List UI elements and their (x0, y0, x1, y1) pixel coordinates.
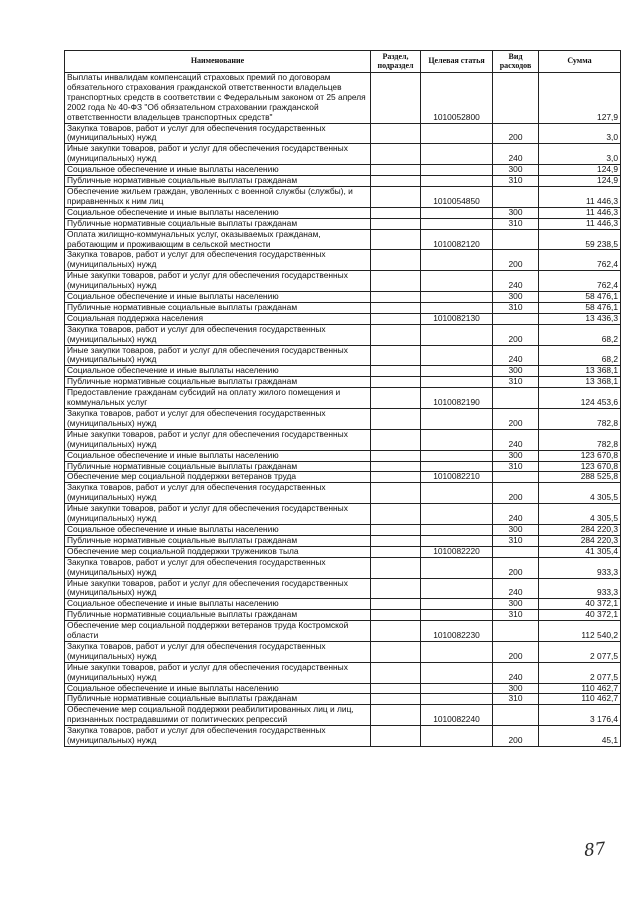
cell-name: Социальное обеспечение и иные выплаты населению (65, 292, 371, 303)
budget-table (64, 50, 621, 747)
cell-target (421, 483, 493, 504)
cell-section (371, 621, 421, 642)
cell-type: 240 (493, 504, 539, 525)
table-row (65, 705, 621, 726)
cell-target (421, 535, 493, 546)
cell-target (421, 599, 493, 610)
cell-type: 300 (493, 292, 539, 303)
table-row (65, 726, 621, 747)
table-row (65, 621, 621, 642)
cell-section (371, 546, 421, 557)
cell-section (371, 483, 421, 504)
cell-type (493, 313, 539, 324)
table-row (65, 207, 621, 218)
cell-target (421, 504, 493, 525)
cell-sum: 3 176,4 (539, 705, 621, 726)
cell-sum: 58 476,1 (539, 302, 621, 313)
table-row (65, 229, 621, 250)
cell-sum: 3,0 (539, 123, 621, 144)
cell-target (421, 610, 493, 621)
cell-section (371, 186, 421, 207)
cell-sum: 3,0 (539, 144, 621, 165)
cell-name: Социальное обеспечение и иные выплаты населению (65, 683, 371, 694)
cell-sum: 127,9 (539, 73, 621, 124)
handwritten-page-number: 87 (583, 838, 607, 862)
cell-sum: 68,2 (539, 345, 621, 366)
cell-target (421, 345, 493, 366)
table-row (65, 610, 621, 621)
cell-target (421, 271, 493, 292)
cell-type: 240 (493, 144, 539, 165)
cell-name: Социальное обеспечение и иные выплаты населению (65, 366, 371, 377)
table-row (65, 302, 621, 313)
cell-section (371, 409, 421, 430)
cell-sum: 124,9 (539, 165, 621, 176)
cell-type: 200 (493, 324, 539, 345)
cell-name: Иные закупки товаров, работ и услуг для обеспечения государственных (муниципальных) нужд (65, 144, 371, 165)
cell-section (371, 144, 421, 165)
cell-section (371, 366, 421, 377)
table-row (65, 73, 621, 124)
table-row (65, 557, 621, 578)
cell-sum: 123 670,8 (539, 461, 621, 472)
cell-target (421, 450, 493, 461)
cell-name: Предоставление гражданам субсидий на оплату жилого помещения и коммунальных услуг (65, 388, 371, 409)
cell-name: Обеспечение жильем граждан, уволенных с военной службы (службы), и приравненных к ним лиц (65, 186, 371, 207)
cell-target (421, 207, 493, 218)
cell-type: 310 (493, 610, 539, 621)
cell-type: 310 (493, 535, 539, 546)
cell-name: Закупка товаров, работ и услуг для обеспечения государственных (муниципальных) нужд (65, 641, 371, 662)
cell-name: Публичные нормативные социальные выплаты гражданам (65, 176, 371, 187)
cell-section (371, 461, 421, 472)
cell-target: 1010082130 (421, 313, 493, 324)
cell-section (371, 683, 421, 694)
cell-target (421, 662, 493, 683)
cell-target (421, 641, 493, 662)
cell-name: Социальное обеспечение и иные выплаты населению (65, 599, 371, 610)
cell-name: Публичные нормативные социальные выплаты гражданам (65, 535, 371, 546)
cell-type: 310 (493, 302, 539, 313)
cell-target: 1010082190 (421, 388, 493, 409)
cell-type: 310 (493, 377, 539, 388)
table-body (65, 73, 621, 747)
cell-name: Закупка товаров, работ и услуг для обеспечения государственных (муниципальных) нужд (65, 557, 371, 578)
header-name: Наименование (65, 51, 371, 73)
table-row (65, 186, 621, 207)
table-row (65, 250, 621, 271)
cell-target: 1010082220 (421, 546, 493, 557)
cell-target: 1010054850 (421, 186, 493, 207)
cell-type: 200 (493, 250, 539, 271)
table-row (65, 599, 621, 610)
cell-target (421, 557, 493, 578)
cell-type (493, 546, 539, 557)
cell-name: Иные закупки товаров, работ и услуг для обеспечения государственных (муниципальных) нужд (65, 578, 371, 599)
table-row (65, 461, 621, 472)
cell-name: Публичные нормативные социальные выплаты гражданам (65, 694, 371, 705)
table-row (65, 176, 621, 187)
table-row (65, 218, 621, 229)
cell-type: 310 (493, 218, 539, 229)
cell-type: 310 (493, 461, 539, 472)
cell-name: Публичные нормативные социальные выплаты гражданам (65, 218, 371, 229)
cell-sum: 762,4 (539, 271, 621, 292)
cell-sum: 112 540,2 (539, 621, 621, 642)
cell-section (371, 504, 421, 525)
table-row (65, 271, 621, 292)
cell-name: Обеспечение мер социальной поддержки ветеранов труда (65, 472, 371, 483)
cell-sum: 2 077,5 (539, 641, 621, 662)
cell-sum: 110 462,7 (539, 683, 621, 694)
cell-name: Иные закупки товаров, работ и услуг для обеспечения государственных (муниципальных) нужд (65, 345, 371, 366)
cell-section (371, 641, 421, 662)
header-sum: Сумма (539, 51, 621, 73)
header-type: Вид расходов (493, 51, 539, 73)
cell-section (371, 388, 421, 409)
cell-target (421, 694, 493, 705)
cell-type: 240 (493, 429, 539, 450)
cell-sum: 68,2 (539, 324, 621, 345)
cell-name: Закупка товаров, работ и услуг для обеспечения государственных (муниципальных) нужд (65, 409, 371, 430)
cell-section (371, 302, 421, 313)
cell-sum: 124 453,6 (539, 388, 621, 409)
cell-target (421, 144, 493, 165)
cell-type (493, 229, 539, 250)
cell-type: 240 (493, 345, 539, 366)
cell-section (371, 535, 421, 546)
cell-target: 1010082210 (421, 472, 493, 483)
cell-sum: 59 238,5 (539, 229, 621, 250)
cell-type (493, 388, 539, 409)
cell-type: 200 (493, 557, 539, 578)
cell-section (371, 377, 421, 388)
cell-name: Иные закупки товаров, работ и услуг для обеспечения государственных (муниципальных) нужд (65, 662, 371, 683)
cell-name: Иные закупки товаров, работ и услуг для обеспечения государственных (муниципальных) нужд (65, 504, 371, 525)
cell-target (421, 409, 493, 430)
cell-type: 240 (493, 578, 539, 599)
cell-sum: 41 305,4 (539, 546, 621, 557)
cell-type: 200 (493, 726, 539, 747)
cell-sum: 11 446,3 (539, 207, 621, 218)
cell-type: 300 (493, 366, 539, 377)
cell-section (371, 271, 421, 292)
cell-sum: 13 368,1 (539, 377, 621, 388)
table-row (65, 165, 621, 176)
table-row (65, 483, 621, 504)
cell-name: Обеспечение мер социальной поддержки реабилитированных лиц и лиц, признанных пострадавшими от политических репрессий (65, 705, 371, 726)
cell-type: 240 (493, 662, 539, 683)
cell-type (493, 73, 539, 124)
table-row (65, 524, 621, 535)
cell-name: Выплаты инвалидам компенсаций страховых премий по договорам обязательного страхования гражданской ответственности владельцев транспортных средств в соответствии с Федеральным законом от 25 апреля 2002 года № 40-ФЗ "Об обязательном страховании гражданской ответственности владельцев транспортных средств" (65, 73, 371, 124)
cell-name: Социальное обеспечение и иные выплаты населению (65, 207, 371, 218)
cell-name: Оплата жилищно-коммунальных услуг, оказываемых гражданам, работающим и проживающим в сельской местности (65, 229, 371, 250)
cell-sum: 58 476,1 (539, 292, 621, 303)
cell-name: Социальное обеспечение и иные выплаты населению (65, 524, 371, 535)
cell-target (421, 165, 493, 176)
cell-section (371, 694, 421, 705)
cell-section (371, 123, 421, 144)
table-row (65, 292, 621, 303)
cell-target (421, 524, 493, 535)
cell-section (371, 324, 421, 345)
cell-section (371, 662, 421, 683)
cell-sum: 284 220,3 (539, 524, 621, 535)
cell-sum: 123 670,8 (539, 450, 621, 461)
table-row (65, 388, 621, 409)
cell-sum: 124,9 (539, 176, 621, 187)
cell-section (371, 450, 421, 461)
cell-name: Обеспечение мер социальной поддержки ветеранов труда Костромской области (65, 621, 371, 642)
cell-target (421, 366, 493, 377)
cell-target (421, 377, 493, 388)
cell-type: 200 (493, 483, 539, 504)
cell-sum: 284 220,3 (539, 535, 621, 546)
cell-sum: 933,3 (539, 578, 621, 599)
cell-sum: 4 305,5 (539, 504, 621, 525)
header-section: Раздел, подраздел (371, 51, 421, 73)
cell-sum: 110 462,7 (539, 694, 621, 705)
table-row (65, 377, 621, 388)
cell-type (493, 472, 539, 483)
table-row (65, 504, 621, 525)
cell-section (371, 429, 421, 450)
cell-section (371, 292, 421, 303)
cell-target (421, 292, 493, 303)
cell-section (371, 472, 421, 483)
cell-type: 200 (493, 641, 539, 662)
cell-section (371, 610, 421, 621)
cell-type (493, 621, 539, 642)
cell-type: 300 (493, 599, 539, 610)
cell-name: Публичные нормативные социальные выплаты гражданам (65, 302, 371, 313)
cell-name: Социальное обеспечение и иные выплаты населению (65, 165, 371, 176)
cell-target (421, 429, 493, 450)
cell-name: Закупка товаров, работ и услуг для обеспечения государственных (муниципальных) нужд (65, 123, 371, 144)
cell-sum: 762,4 (539, 250, 621, 271)
cell-target: 1010082230 (421, 621, 493, 642)
cell-type (493, 186, 539, 207)
cell-sum: 2 077,5 (539, 662, 621, 683)
cell-section (371, 726, 421, 747)
cell-section (371, 345, 421, 366)
table-row (65, 324, 621, 345)
table-row (65, 472, 621, 483)
cell-name: Закупка товаров, работ и услуг для обеспечения государственных (муниципальных) нужд (65, 483, 371, 504)
cell-name: Публичные нормативные социальные выплаты гражданам (65, 461, 371, 472)
cell-type: 310 (493, 694, 539, 705)
table-row (65, 662, 621, 683)
cell-sum: 40 372,1 (539, 610, 621, 621)
cell-section (371, 207, 421, 218)
cell-sum: 4 305,5 (539, 483, 621, 504)
cell-type: 300 (493, 683, 539, 694)
cell-section (371, 557, 421, 578)
cell-section (371, 229, 421, 250)
cell-name: Публичные нормативные социальные выплаты гражданам (65, 610, 371, 621)
cell-name: Социальная поддержка населения (65, 313, 371, 324)
cell-target (421, 726, 493, 747)
table-row (65, 366, 621, 377)
cell-type: 300 (493, 207, 539, 218)
table-row (65, 641, 621, 662)
table-row (65, 345, 621, 366)
cell-section (371, 250, 421, 271)
cell-section (371, 313, 421, 324)
cell-sum: 782,8 (539, 429, 621, 450)
cell-target: 1010052800 (421, 73, 493, 124)
cell-type: 240 (493, 271, 539, 292)
cell-sum: 13 368,1 (539, 366, 621, 377)
cell-target (421, 218, 493, 229)
cell-section (371, 73, 421, 124)
table-row (65, 694, 621, 705)
cell-name: Закупка товаров, работ и услуг для обеспечения государственных (муниципальных) нужд (65, 726, 371, 747)
cell-section (371, 524, 421, 535)
table-row (65, 123, 621, 144)
cell-sum: 40 372,1 (539, 599, 621, 610)
cell-name: Закупка товаров, работ и услуг для обеспечения государственных (муниципальных) нужд (65, 250, 371, 271)
cell-name: Закупка товаров, работ и услуг для обеспечения государственных (муниципальных) нужд (65, 324, 371, 345)
table-header (65, 51, 621, 73)
cell-type: 300 (493, 165, 539, 176)
cell-sum: 45,1 (539, 726, 621, 747)
table-row (65, 313, 621, 324)
cell-section (371, 599, 421, 610)
header-target: Целевая статья (421, 51, 493, 73)
cell-target: 1010082120 (421, 229, 493, 250)
cell-target (421, 578, 493, 599)
cell-target (421, 324, 493, 345)
cell-sum: 13 436,3 (539, 313, 621, 324)
table-row (65, 578, 621, 599)
cell-type: 310 (493, 176, 539, 187)
cell-name: Публичные нормативные социальные выплаты гражданам (65, 377, 371, 388)
cell-target (421, 250, 493, 271)
table-row (65, 546, 621, 557)
cell-type: 200 (493, 409, 539, 430)
cell-section (371, 218, 421, 229)
cell-name: Иные закупки товаров, работ и услуг для обеспечения государственных (муниципальных) нужд (65, 429, 371, 450)
cell-target (421, 302, 493, 313)
cell-section (371, 176, 421, 187)
cell-target (421, 123, 493, 144)
cell-target (421, 176, 493, 187)
cell-sum: 11 446,3 (539, 186, 621, 207)
cell-section (371, 705, 421, 726)
table-row (65, 144, 621, 165)
cell-target (421, 461, 493, 472)
cell-type: 300 (493, 450, 539, 461)
table-row (65, 683, 621, 694)
cell-sum: 782,8 (539, 409, 621, 430)
table-row (65, 429, 621, 450)
cell-type (493, 705, 539, 726)
cell-sum: 933,3 (539, 557, 621, 578)
cell-name: Иные закупки товаров, работ и услуг для обеспечения государственных (муниципальных) нужд (65, 271, 371, 292)
cell-type: 200 (493, 123, 539, 144)
cell-target (421, 683, 493, 694)
cell-target: 1010082240 (421, 705, 493, 726)
cell-name: Обеспечение мер социальной поддержки тружеников тыла (65, 546, 371, 557)
cell-sum: 11 446,3 (539, 218, 621, 229)
cell-name: Социальное обеспечение и иные выплаты населению (65, 450, 371, 461)
cell-section (371, 578, 421, 599)
table-row (65, 450, 621, 461)
cell-sum: 288 525,8 (539, 472, 621, 483)
table-row (65, 535, 621, 546)
table-row (65, 409, 621, 430)
cell-type: 300 (493, 524, 539, 535)
cell-section (371, 165, 421, 176)
